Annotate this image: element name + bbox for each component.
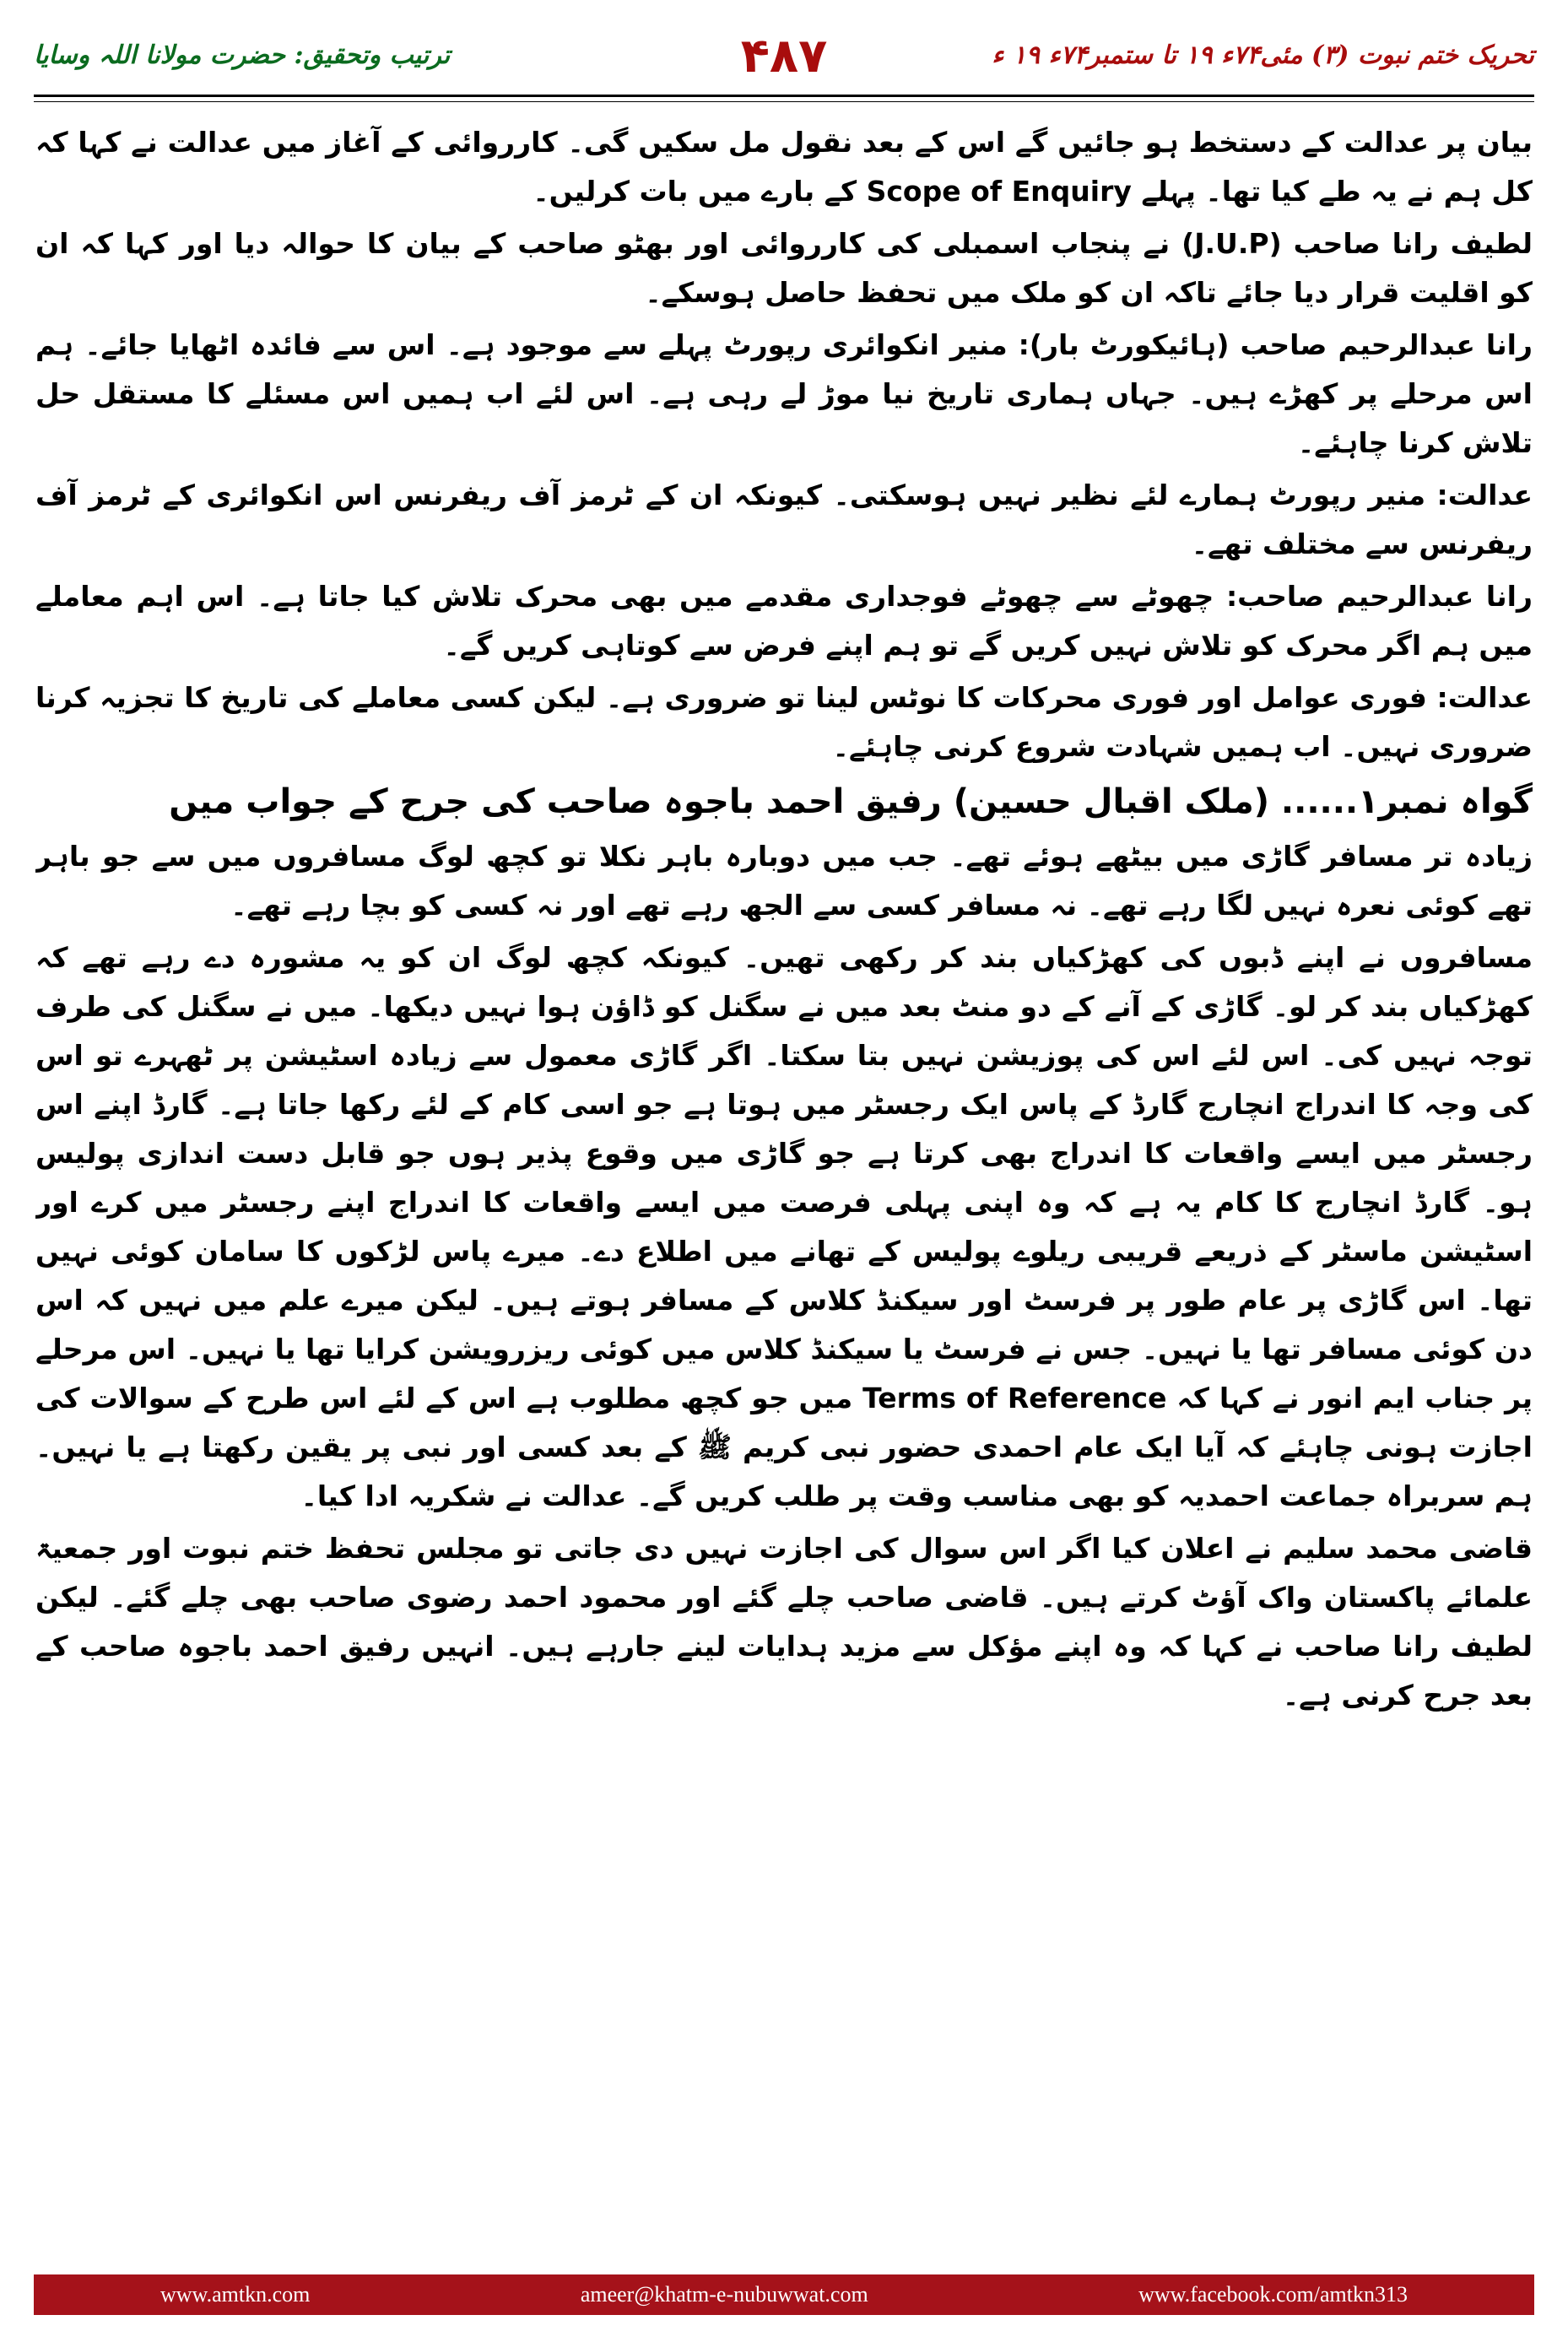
paragraph: مسافروں نے اپنے ڈبوں کی کھڑکیاں بند کر رکھی تھیں۔ کیونکہ کچھ لوگ ان کو یہ مشورہ دے رہے تھے کہ کھڑکیاں بند کر لو۔ گاڑی کے آنے کے دو منٹ بعد میں نے سگنل کو ڈاؤن ہوا نہیں دیکھا۔ میں نے سگنل کی طرف توجہ نہیں کی۔ اس لئے اس کی پوزیشن نہیں بتا سکتا۔ اگر گاڑی معمول سے زیادہ اسٹیشن پر ٹھہرے تو اس کی وجہ کا اندراج انچارج گارڈ کے پاس ایک رجسٹر میں ہوتا ہے جو اسی کام کے لئے رکھا جاتا ہے۔ گارڈ اپنے اس رجسٹر میں ایسے واقعات کا اندراج بھی کرتا ہے جو گاڑی میں وقوع پذیر ہوں جو قابل دست اندازی پولیس ہو۔ گارڈ انچارج کا کام یہ ہے کہ وہ اپنی پہلی فرصت میں ایسے واقعات کا اندراج اپنے رجسٹر میں کرے اور اسٹیشن ماسٹر کے ذریعے قریبی ریلوے پولیس کے تھانے میں اطلاع دے۔ میرے پاس لڑکوں کا سامان کوئی نہیں تھا۔ اس گاڑی پر عام طور پر فرسٹ اور سیکنڈ کلاس کے مسافر ہوتے ہیں۔ لیکن میرے علم میں نہیں کہ اس دن کوئی مسافر تھا یا نہیں۔ جس نے فرسٹ یا سیکنڈ کلاس میں کوئی ریزرویشن کرایا تھا یا نہیں۔ اس مرحلے پر جناب ایم انور نے کہا کہ Terms of Reference میں جو کچھ مطلوب ہے اس کے لئے اس طرح کے سوالات کی اجازت ہونی چاہئے کہ آیا ایک عام احمدی حضور نبی کریم ﷺ کے بعد کسی اور نبی پر یقین رکھتا ہے یا نہیں۔ ہم سربراہ جماعت احمدیہ کو بھی مناسب وقت پر طلب کریں گے۔ عدالت نے شکریہ ادا کیا۔	[35, 941, 1533, 1512]
email-link[interactable]: ameer@khatm-e-nubuwwat.com	[580, 2282, 868, 2307]
paragraph: رانا عبدالرحیم صاحب: چھوٹے سے چھوٹے فوجداری مقدمے میں بھی محرک تلاش کیا جاتا ہے۔ اس اہم معاملے میں ہم اگر محرک کو تلاش نہیں کریں گے تو ہم اپنے فرض سے کوتاہی کریں گے۔	[35, 580, 1533, 662]
paragraph: زیادہ تر مسافر گاڑی میں بیٹھے ہوئے تھے۔ جب میں دوبارہ باہر نکلا تو کچھ لوگ مسافروں میں سے جو باہر تھے کوئی نعرہ نہیں لگا رہے تھے۔ نہ مسافر کسی سے الجھ رہے تھے اور نہ کسی کو بچا رہے تھے۔	[35, 840, 1533, 922]
page-header	[34, 29, 1534, 84]
paragraph: لطیف رانا صاحب (J.U.P) نے پنجاب اسمبلی کی کارروائی اور بھٹو صاحب کے بیان کا حوالہ دیا اور کہا کہ ان کو اقلیت قرار دیا جائے تاکہ ان کو ملک میں تحفظ حاصل ہوسکے۔	[35, 227, 1533, 309]
page-footer	[34, 2274, 1534, 2315]
paragraph: رانا عبدالرحیم صاحب (ہائیکورٹ بار): منیر انکوائری رپورٹ پہلے سے موجود ہے۔ اس سے فائدہ اٹھایا جائے۔ ہم اس مرحلے پر کھڑے ہیں۔ جہاں ہماری تاریخ نیا موڑ لے رہی ہے۔ اس لئے اب ہمیں اس مسئلے کا مستقل حل تلاش کرنا چاہئے۔	[35, 328, 1533, 459]
page-number: ۴۸۷	[740, 29, 828, 84]
paragraph: عدالت: منیر رپورٹ ہمارے لئے نظیر نہیں ہوسکتی۔ کیونکہ ان کے ٹرمز آف ریفرنس اس انکوائری کے ٹرمز آف ریفرنس سے مختلف تھے۔	[35, 479, 1533, 560]
page-body	[35, 118, 1533, 2237]
author-credit: ترتیب وتحقیق: حضرت مولانا اللہ وسایا	[34, 41, 451, 70]
book-title: تحریک ختم نبوت (۳) مئی۷۴ء ۱۹ تا ستمبر۷۴ء ۱۹ ء	[992, 41, 1534, 70]
witness-heading: گواہ نمبر۱...... (ملک اقبال حسین) رفیق احمد باجوہ صاحب کی جرح کے جواب میں	[169, 782, 1533, 821]
header-divider-thin	[34, 101, 1534, 102]
header-divider	[34, 95, 1534, 97]
website-link[interactable]: www.amtkn.com	[160, 2282, 311, 2307]
paragraph: قاضی محمد سلیم نے اعلان کیا اگر اس سوال کی اجازت نہیں دی جاتی تو مجلس تحفظ ختم نبوت اور جمعیۃ علمائے پاکستان واک آؤٹ کرتے ہیں۔ قاضی صاحب چلے گئے اور محمود احمد رضوی صاحب بھی چلے گئے۔ لیکن لطیف رانا صاحب نے کہا کہ وہ اپنے مؤکل سے مزید ہدایات لینے جارہے ہیں۔ انہیں رفیق احمد باجوہ صاحب کے بعد جرح کرنی ہے۔	[35, 1532, 1533, 1712]
facebook-link[interactable]: www.facebook.com/amtkn313	[1138, 2282, 1408, 2307]
paragraph: بیان پر عدالت کے دستخط ہو جائیں گے اس کے بعد نقول مل سکیں گی۔ کارروائی کے آغاز میں عدالت نے کہا کہ کل ہم نے یہ طے کیا تھا۔ پہلے Scope of Enquiry کے بارے میں بات کرلیں۔	[35, 126, 1533, 208]
paragraph: عدالت: فوری عوامل اور فوری محرکات کا نوٹس لینا تو ضروری ہے۔ لیکن کسی معاملے کی تاریخ کا تجزیہ کرنا ضروری نہیں۔ اب ہمیں شہادت شروع کرنی چاہئے۔	[35, 681, 1533, 763]
